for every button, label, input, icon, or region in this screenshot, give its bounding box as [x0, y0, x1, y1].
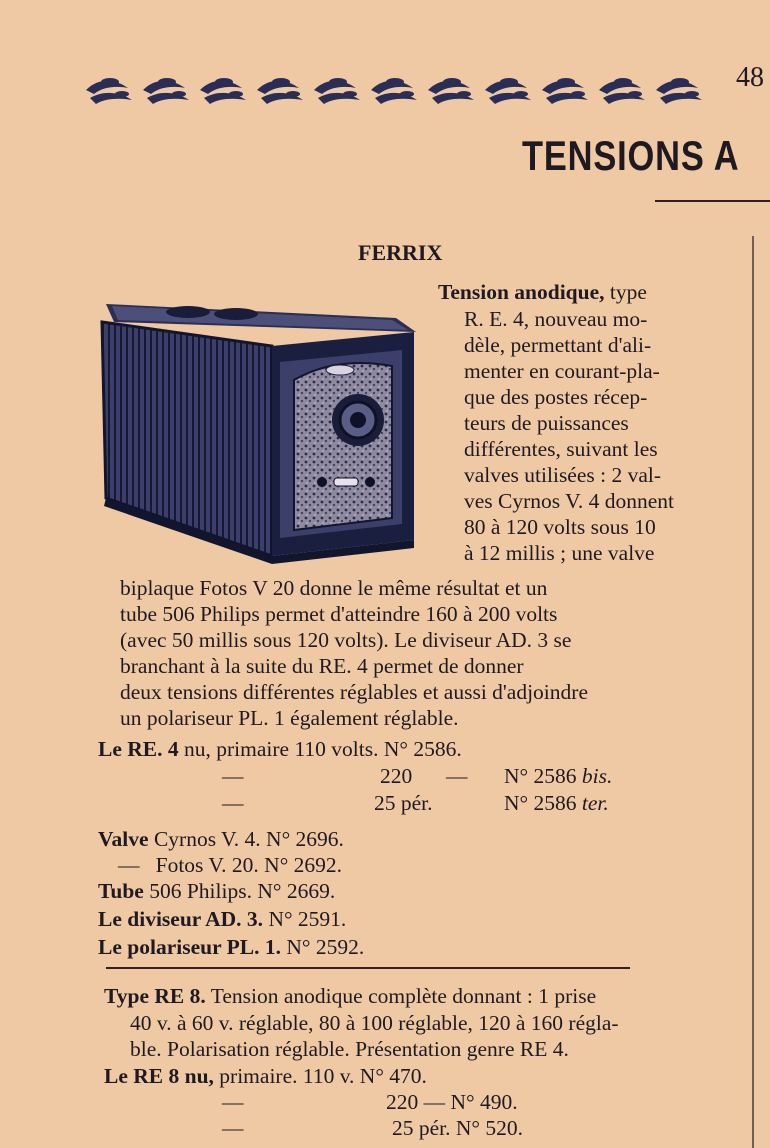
item-line [118, 853, 342, 879]
column-rule [752, 236, 754, 1148]
body-line: valves utilisées : 2 val- [464, 463, 662, 487]
body-line: menter en courant-pla- [464, 359, 660, 383]
body-line: branchant à la suite du RE. 4 permet de donner [120, 654, 524, 678]
ref-suffix: ter. [581, 791, 609, 815]
item-line [98, 879, 335, 905]
body-line: que des postes récep- [464, 385, 648, 409]
re8-label: Type RE 8. [104, 984, 206, 1008]
price-variant: 220 [380, 764, 413, 788]
price-line [104, 1064, 427, 1090]
page-number: 48 [736, 62, 764, 93]
price-variant: 220 — N° 490. [386, 1090, 518, 1114]
body-line: tube 506 Philips permet d'atteindre 160 à 200 volts [120, 602, 558, 626]
price-line [98, 737, 462, 763]
brand-heading: FERRIX [358, 240, 443, 265]
item-text: N° 2592. [286, 935, 365, 959]
body-line: biplaque Fotos V 20 donne le même résultat et un [120, 576, 548, 600]
item-text: Cyrnos V. 4. N° 2696. [153, 827, 344, 851]
anode-supply-illustration [96, 292, 420, 564]
body-line: ves Cyrnos V. 4 donnent [464, 489, 675, 513]
ornament-band [84, 68, 704, 108]
item-label: Tube [98, 879, 144, 903]
item-line [98, 935, 364, 961]
item-text: 506 Philips. N° 2669. [149, 879, 336, 903]
ditto-dash: — [222, 791, 244, 815]
body-line: différentes, suivant les [464, 437, 658, 461]
price-ref [504, 764, 612, 790]
body-line: teurs de puissances [464, 411, 629, 435]
lead-bold: Tension anodique, [438, 280, 605, 304]
item-text: Fotos V. 20. N° 2692. [155, 853, 343, 877]
item-label: Le polariseur PL. 1. [98, 935, 281, 959]
ref-number: N° 2586 [504, 764, 577, 788]
body-line: à 12 millis ; une valve [464, 541, 655, 565]
price-label: Le RE. 4 [98, 737, 179, 761]
ditto-dash: — [222, 764, 244, 788]
price-text: nu, primaire 110 volts. N° 2586. [184, 737, 462, 761]
title-underline [655, 200, 770, 202]
body-line: dèle, permettant d'ali- [464, 333, 652, 357]
body-line: R. E. 4, nouveau mo- [464, 307, 648, 331]
lead-line [438, 280, 647, 306]
body-line: ble. Polarisation réglable. Présentation genre RE 4. [130, 1037, 569, 1061]
price-label: Le RE 8 nu, [104, 1064, 214, 1088]
body-line: 40 v. à 60 v. réglable, 80 à 100 réglable, 120 à 160 régla- [130, 1011, 619, 1035]
price-variant: 25 pér. [374, 791, 433, 815]
item-text: N° 2591. [268, 907, 347, 931]
body-line: un polariseur PL. 1 également réglable. [120, 706, 459, 730]
body-line: 80 à 120 volts sous 10 [464, 515, 656, 539]
body-line: (avec 50 millis sous 120 volts). Le diviseur AD. 3 se [120, 628, 572, 652]
ditto-dash: — [222, 1090, 244, 1114]
price-text: primaire. 110 v. N° 470. [219, 1064, 427, 1088]
item-label: Valve [98, 827, 149, 851]
item-label: Le diviseur AD. 3. [98, 907, 264, 931]
ref-suffix: bis. [581, 764, 613, 788]
section-title: TENSIONS A [522, 132, 740, 179]
re8-text: Tension anodique complète donnant : 1 prise [210, 984, 597, 1008]
ditto-dash: — [446, 764, 468, 788]
item-line [98, 907, 346, 933]
re8-lead-line [104, 984, 596, 1010]
ditto-dash: — [222, 1116, 244, 1140]
ref-number: N° 2586 [504, 791, 577, 815]
body-line: deux tensions différentes réglables et aussi d'adjoindre [120, 680, 588, 704]
price-ref [504, 791, 609, 817]
item-line [98, 827, 344, 853]
lead-rest: type [609, 280, 647, 304]
ditto-dash: — [118, 853, 140, 877]
section-divider [106, 967, 630, 969]
price-variant: 25 pér. N° 520. [392, 1116, 524, 1140]
